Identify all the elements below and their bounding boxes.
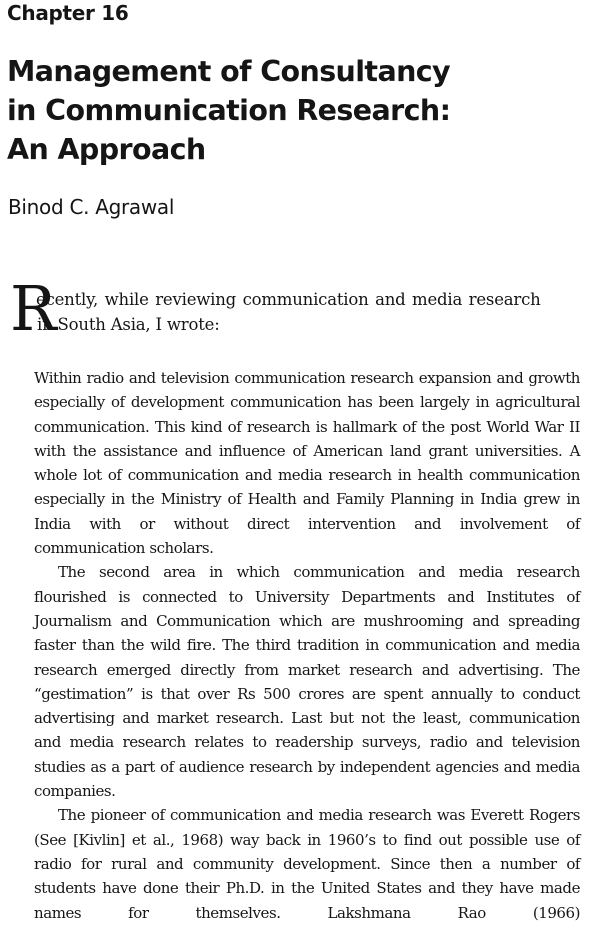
quote-paragraph: The second area in which communication and media research flourished is connected to University Departments and Institutes of Journalism and Communication which are mushrooming and spreading faster than the wild fire. The third tradition in communication and media research emerged directly from market research and advertising. The “gestimation” is that over Rs 500 crores are spent annually to conduct advertising and market research. Last but not the least, communication and media research relates to readership surveys, radio and television studies as a part of audience research by independent agencies and media companies. [34, 563, 580, 801]
chapter-title-line: Management of Consultancy [7, 55, 451, 88]
chapter-title-line: An Approach [7, 133, 206, 166]
chapter-title [7, 52, 597, 169]
intro-line: in South Asia, I wrote: [37, 315, 220, 334]
chapter-title-line: in Communication Research: [7, 94, 451, 127]
chapter-label: Chapter 16 [7, 1, 129, 25]
block-quote [34, 366, 580, 925]
quote-paragraph: Within radio and television communication research expansion and growth especially of development communication has been largely in agricultural communication. This kind of research is hallmark of the post World War II with the assistance and influence of American land grant universities. A whole lot of communication and media research in health communication especially in the Ministry of Health and Family Planning in India grew in India with or without direct intervention and involvement of communication scholars. [34, 369, 580, 558]
quote-paragraph: The pioneer of communication and media research was Everett Rogers (See [Kivlin] et al., 1968) way back in 1960’s to find out possible use of radio for rural and community development. Since then a number of students have done their Ph.D. in the United States and they have made names for themselves. Lakshmana Rao (1966) [34, 806, 580, 922]
drop-cap: R [10, 272, 57, 345]
intro-paragraph [10, 272, 600, 345]
author-name: Binod C. Agrawal [8, 195, 175, 219]
intro-line: ecently, while reviewing communication and media research [36, 290, 541, 309]
